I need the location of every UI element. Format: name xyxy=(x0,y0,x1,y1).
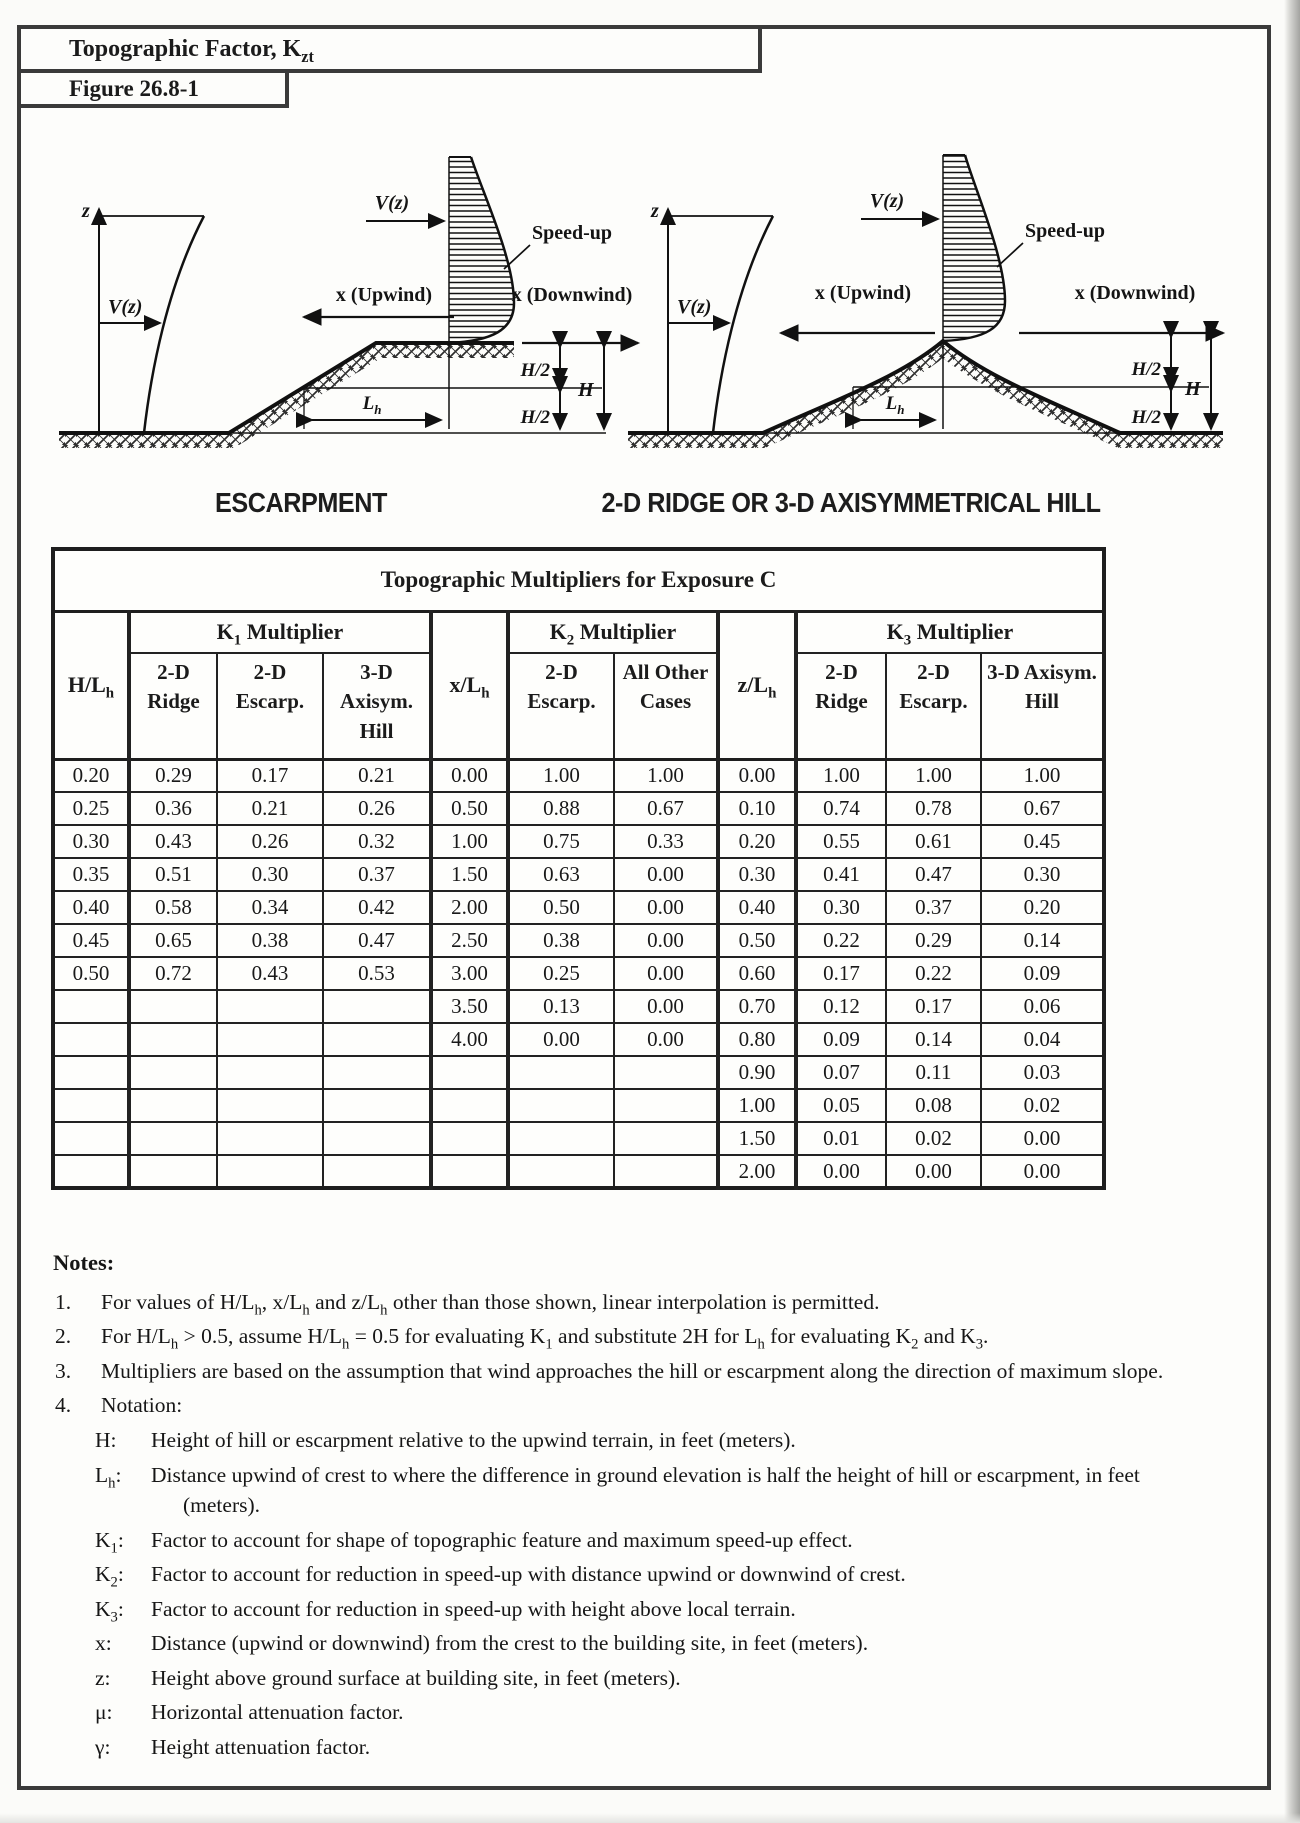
table-cell xyxy=(129,1122,217,1155)
table-cell: 0.38 xyxy=(508,924,614,957)
table-cell xyxy=(323,990,431,1023)
notation-text: Height attenuation factor. xyxy=(151,1734,371,1759)
table-cell: 0.00 xyxy=(614,990,718,1023)
notation-symbol: $L_h$: xyxy=(95,1462,122,1491)
lh-label: $L_h$ xyxy=(362,393,382,417)
table-cell: 0.88 xyxy=(508,792,614,825)
vz-label-upwind: V(z) xyxy=(108,296,143,318)
table-row xyxy=(53,990,1104,1023)
note-item xyxy=(49,1287,1214,1318)
table-row xyxy=(53,1089,1104,1122)
table-cell xyxy=(53,1056,129,1089)
table-cell: 0.03 xyxy=(981,1056,1104,1089)
table-cell: 0.22 xyxy=(886,957,981,990)
notation-symbol: μ: xyxy=(95,1700,113,1725)
table-cell xyxy=(217,1089,323,1122)
table-cell: 2.00 xyxy=(718,1155,796,1188)
table-cell: 0.21 xyxy=(323,759,431,792)
table-cell: 0.20 xyxy=(981,891,1104,924)
notation-text: Factor to account for reduction in speed-up with distance upwind or downwind of crest. xyxy=(151,1562,906,1587)
table-cell: 0.34 xyxy=(217,891,323,924)
multiplier-table-container xyxy=(51,547,1106,1190)
table-cell xyxy=(217,1023,323,1056)
notation-item xyxy=(49,1425,1214,1456)
table-cell: 0.33 xyxy=(614,825,718,858)
table-cell xyxy=(53,1122,129,1155)
notation-text: Height above ground surface at building site, in feet (meters). xyxy=(151,1665,681,1690)
table-row xyxy=(53,759,1104,792)
notation-symbol: z: xyxy=(95,1665,111,1690)
table-cell: 0.10 xyxy=(718,792,796,825)
table-cell: 1.00 xyxy=(718,1089,796,1122)
column-header-k1-hill: 3-D Axisym. Hill xyxy=(323,653,431,759)
table-cell xyxy=(431,1089,508,1122)
notation-item xyxy=(49,1628,1214,1659)
table-cell: 0.00 xyxy=(796,1155,886,1188)
table-cell xyxy=(323,1023,431,1056)
table-cell: 0.09 xyxy=(981,957,1104,990)
column-header-z-lh: $z/L_h$ xyxy=(718,611,796,759)
table-row xyxy=(53,792,1104,825)
table-cell: 0.38 xyxy=(217,924,323,957)
table-cell: 0.90 xyxy=(718,1056,796,1089)
table-cell xyxy=(614,1056,718,1089)
table-cell: 0.02 xyxy=(886,1122,981,1155)
table-cell: 0.30 xyxy=(718,858,796,891)
group-header-k1: $K_1$ Multiplier xyxy=(129,611,431,653)
h-half-upper-label: H/2 xyxy=(520,360,550,381)
table-cell xyxy=(129,1089,217,1122)
table-cell: 0.00 xyxy=(614,924,718,957)
table-cell: 0.60 xyxy=(718,957,796,990)
h-label: H xyxy=(578,379,594,401)
note-text: Notation: xyxy=(101,1393,183,1418)
table-cell: 0.61 xyxy=(886,825,981,858)
table-cell: 3.50 xyxy=(431,990,508,1023)
table-cell: 0.21 xyxy=(217,792,323,825)
notation-item xyxy=(49,1594,1214,1625)
notation-item xyxy=(49,1732,1214,1763)
notation-text: Factor to account for reduction in speed-up with height above local terrain. xyxy=(151,1596,796,1621)
table-cell xyxy=(217,990,323,1023)
table-cell xyxy=(217,1155,323,1188)
x-upwind-label: x (Upwind) xyxy=(814,282,912,304)
table-cell: 1.00 xyxy=(796,759,886,792)
table-cell: 0.29 xyxy=(886,924,981,957)
table-group-header-row xyxy=(53,611,1104,653)
table-cell: 0.30 xyxy=(53,825,129,858)
page-scan-edge xyxy=(1284,0,1300,1823)
notes-heading: Notes: xyxy=(53,1250,115,1275)
table-cell: 0.53 xyxy=(323,957,431,990)
table-cell: 0.00 xyxy=(981,1122,1104,1155)
table-cell: 0.51 xyxy=(129,858,217,891)
table-cell: 0.12 xyxy=(796,990,886,1023)
column-header-k1-escarp: 2-D Escarp. xyxy=(217,653,323,759)
lh-label: $L_h$ xyxy=(885,393,905,417)
table-row xyxy=(53,1155,1104,1188)
x-downwind-label: x (Downwind) xyxy=(511,284,633,306)
table-cell: 0.00 xyxy=(508,1023,614,1056)
notation-symbol: γ: xyxy=(95,1734,111,1759)
figure-title: Topographic Factor, $K_{zt}$ xyxy=(69,35,314,66)
topographic-multiplier-table xyxy=(51,547,1106,1190)
table-cell: 3.00 xyxy=(431,957,508,990)
table-cell xyxy=(431,1122,508,1155)
table-cell xyxy=(508,1122,614,1155)
vz-label-crest: V(z) xyxy=(374,192,410,214)
table-row xyxy=(53,825,1104,858)
table-cell: 0.45 xyxy=(981,825,1104,858)
table-cell: 0.17 xyxy=(886,990,981,1023)
table-cell: 0.45 xyxy=(53,924,129,957)
table-cell: 0.01 xyxy=(796,1122,886,1155)
table-cell: 0.26 xyxy=(217,825,323,858)
table-cell: 0.09 xyxy=(796,1023,886,1056)
figure-frame xyxy=(17,25,1271,1790)
table-cell: 0.30 xyxy=(217,858,323,891)
table-cell: 4.00 xyxy=(431,1023,508,1056)
table-cell xyxy=(508,1056,614,1089)
table-cell: 0.30 xyxy=(981,858,1104,891)
table-cell: 0.70 xyxy=(718,990,796,1023)
table-cell: 0.20 xyxy=(53,759,129,792)
table-row xyxy=(53,1056,1104,1089)
vz-label-crest: V(z) xyxy=(869,190,905,212)
table-cell: 0.65 xyxy=(129,924,217,957)
table-cell xyxy=(508,1089,614,1122)
table-cell: 0.40 xyxy=(718,891,796,924)
column-header-x-lh: $x/L_h$ xyxy=(431,611,508,759)
notation-symbol: H: xyxy=(95,1428,117,1452)
notation-item xyxy=(49,1559,1214,1590)
table-cell: 0.63 xyxy=(508,858,614,891)
table-cell: 0.75 xyxy=(508,825,614,858)
note-item xyxy=(49,1390,1214,1421)
notation-item xyxy=(49,1663,1214,1694)
table-cell: 0.00 xyxy=(614,1023,718,1056)
table-cell: 0.78 xyxy=(886,792,981,825)
table-cell: 2.50 xyxy=(431,924,508,957)
table-cell xyxy=(217,1122,323,1155)
table-cell: 1.00 xyxy=(508,759,614,792)
column-header-k3-hill: 3-D Axisym. Hill xyxy=(981,653,1104,759)
table-cell: 0.35 xyxy=(53,858,129,891)
table-cell xyxy=(53,1023,129,1056)
group-header-k3: $K_3$ Multiplier xyxy=(796,611,1104,653)
notes-section xyxy=(49,1247,1214,1766)
speedup-label: Speed-up xyxy=(1025,220,1106,242)
table-row xyxy=(53,1023,1104,1056)
table-cell: 0.37 xyxy=(886,891,981,924)
speedup-label: Speed-up xyxy=(532,222,613,244)
ridge-hill-caption: 2-D RIDGE OR 3-D AXISYMMETRICAL HILL xyxy=(601,487,1101,518)
table-cell xyxy=(323,1056,431,1089)
table-cell xyxy=(431,1155,508,1188)
notation-text: Factor to account for shape of topographic feature and maximum speed-up effect. xyxy=(151,1527,853,1552)
table-cell: 1.50 xyxy=(718,1122,796,1155)
table-cell: 0.00 xyxy=(718,759,796,792)
table-cell: 0.17 xyxy=(796,957,886,990)
table-cell xyxy=(129,1056,217,1089)
x-downwind-label: x (Downwind) xyxy=(1074,282,1196,304)
table-cell: 0.06 xyxy=(981,990,1104,1023)
table-cell xyxy=(614,1089,718,1122)
table-cell: 0.00 xyxy=(614,891,718,924)
figure-title-box xyxy=(21,29,762,73)
escarpment-diagram xyxy=(49,137,649,467)
notation-text: Height of hill or escarpment relative to the upwind terrain, in feet (meters). xyxy=(151,1428,796,1452)
multiplier-table-body xyxy=(53,759,1104,1188)
table-cell: 0.00 xyxy=(614,957,718,990)
notation-item xyxy=(49,1460,1214,1521)
notation-list xyxy=(49,1425,1214,1762)
z-axis-label: z xyxy=(651,200,659,222)
table-cell: 0.02 xyxy=(981,1089,1104,1122)
column-header-h-lh: $H/L_h$ xyxy=(53,611,129,759)
notation-symbol: $K_1$: xyxy=(95,1527,124,1556)
h-half-lower-label: H/2 xyxy=(1131,407,1161,428)
table-cell: 0.04 xyxy=(981,1023,1104,1056)
table-column-header-row xyxy=(53,653,1104,759)
upwind-velocity-profile xyxy=(713,216,773,433)
group-header-k2: $K_2$ Multiplier xyxy=(508,611,718,653)
table-cell xyxy=(323,1155,431,1188)
table-cell: 0.29 xyxy=(129,759,217,792)
x-upwind-label: x (Upwind) xyxy=(335,284,433,306)
upwind-velocity-profile xyxy=(144,216,204,433)
note-number: 4. xyxy=(55,1393,72,1418)
table-cell: 0.00 xyxy=(981,1155,1104,1188)
table-cell xyxy=(614,1155,718,1188)
note-text: Multipliers are based on the assumption that wind approaches the hill or escarpment along the direction of maximum slope. xyxy=(101,1358,1164,1383)
table-cell: 0.37 xyxy=(323,858,431,891)
table-cell: 0.67 xyxy=(981,792,1104,825)
table-cell: 0.42 xyxy=(323,891,431,924)
figure-number: Figure 26.8-1 xyxy=(69,75,199,101)
table-cell: 0.40 xyxy=(53,891,129,924)
figure-number-box xyxy=(21,73,289,108)
table-cell: 0.41 xyxy=(796,858,886,891)
table-cell: 1.00 xyxy=(981,759,1104,792)
table-cell xyxy=(323,1089,431,1122)
table-cell: 0.47 xyxy=(886,858,981,891)
table-cell: 0.25 xyxy=(53,792,129,825)
table-cell: 0.50 xyxy=(718,924,796,957)
table-cell xyxy=(53,1089,129,1122)
table-cell xyxy=(217,1056,323,1089)
notation-symbol: $K_2$: xyxy=(95,1562,124,1591)
table-row xyxy=(53,957,1104,990)
table-cell: 0.55 xyxy=(796,825,886,858)
notation-item xyxy=(49,1525,1214,1556)
table-row xyxy=(53,891,1104,924)
note-item xyxy=(49,1321,1214,1352)
table-row xyxy=(53,858,1104,891)
table-title: Topographic Multipliers for Exposure C xyxy=(53,549,1104,611)
note-text: For values of $H/L_h$, $x/L_h$ and $z/L_h$ other than those shown, linear interpolation is permitted. xyxy=(101,1289,880,1319)
table-cell: 0.26 xyxy=(323,792,431,825)
h-half-lower-label: H/2 xyxy=(520,407,550,428)
table-row xyxy=(53,1122,1104,1155)
table-cell: 0.43 xyxy=(217,957,323,990)
table-cell: 0.80 xyxy=(718,1023,796,1056)
table-cell xyxy=(129,1023,217,1056)
table-cell: 0.00 xyxy=(614,858,718,891)
table-cell: 0.25 xyxy=(508,957,614,990)
table-cell: 0.22 xyxy=(796,924,886,957)
table-cell: 0.00 xyxy=(431,759,508,792)
table-cell: 0.05 xyxy=(796,1089,886,1122)
table-cell: 0.58 xyxy=(129,891,217,924)
table-cell: 0.72 xyxy=(129,957,217,990)
column-header-k3-escarp: 2-D Escarp. xyxy=(886,653,981,759)
table-cell xyxy=(614,1122,718,1155)
table-cell: 0.30 xyxy=(796,891,886,924)
page-scan-edge-bottom xyxy=(0,1813,1300,1823)
table-cell: 0.14 xyxy=(886,1023,981,1056)
note-number: 1. xyxy=(55,1289,72,1314)
table-cell: 0.20 xyxy=(718,825,796,858)
table-cell: 0.50 xyxy=(431,792,508,825)
column-header-k1-ridge: 2-D Ridge xyxy=(129,653,217,759)
escarpment-caption: ESCARPMENT xyxy=(215,487,387,518)
table-cell: 1.00 xyxy=(431,825,508,858)
table-cell xyxy=(53,1155,129,1188)
table-cell: 0.07 xyxy=(796,1056,886,1089)
ridge-hill-diagram xyxy=(613,137,1253,467)
table-row xyxy=(53,924,1104,957)
table-cell: 0.43 xyxy=(129,825,217,858)
table-cell: 0.00 xyxy=(886,1155,981,1188)
column-header-k2-escarp: 2-D Escarp. xyxy=(508,653,614,759)
table-cell xyxy=(53,990,129,1023)
table-cell xyxy=(431,1056,508,1089)
table-cell: 0.32 xyxy=(323,825,431,858)
table-title-row xyxy=(53,549,1104,611)
h-label: H xyxy=(1185,378,1201,400)
table-cell: 0.14 xyxy=(981,924,1104,957)
table-cell: 0.08 xyxy=(886,1089,981,1122)
table-cell: 1.50 xyxy=(431,858,508,891)
table-cell: 1.00 xyxy=(614,759,718,792)
note-item xyxy=(49,1356,1214,1387)
note-number: 2. xyxy=(55,1324,72,1349)
column-header-k3-ridge: 2-D Ridge xyxy=(796,653,886,759)
table-cell: 0.50 xyxy=(508,891,614,924)
table-cell: 0.11 xyxy=(886,1056,981,1089)
table-cell: 0.74 xyxy=(796,792,886,825)
z-axis-label: z xyxy=(82,200,90,222)
note-number: 3. xyxy=(55,1358,72,1383)
table-cell: 0.13 xyxy=(508,990,614,1023)
notation-text: Distance (upwind or downwind) from the crest to the building site, in feet (meters). xyxy=(151,1631,869,1656)
table-cell: 2.00 xyxy=(431,891,508,924)
table-cell xyxy=(323,1122,431,1155)
table-cell xyxy=(129,1155,217,1188)
notation-symbol: x: xyxy=(95,1631,112,1656)
note-text: For $H/L_h > 0.5$, assume $H/L_h = 0.5$ for evaluating $K_1$ and substitute 2H for $L_h$ for evaluating $K_2$ and $K_3$. xyxy=(101,1324,989,1353)
notes-list xyxy=(49,1287,1214,1421)
table-cell xyxy=(129,990,217,1023)
h-half-upper-label: H/2 xyxy=(1131,359,1161,380)
table-cell: 0.36 xyxy=(129,792,217,825)
table-cell: 0.67 xyxy=(614,792,718,825)
table-cell xyxy=(508,1155,614,1188)
table-cell: 0.47 xyxy=(323,924,431,957)
notation-text: Horizontal attenuation factor. xyxy=(151,1700,404,1725)
table-cell: 1.00 xyxy=(886,759,981,792)
notation-item xyxy=(49,1697,1214,1728)
vz-label-upwind: V(z) xyxy=(677,296,712,318)
table-cell: 0.50 xyxy=(53,957,129,990)
notation-symbol: $K_3$: xyxy=(95,1596,124,1625)
table-cell: 0.17 xyxy=(217,759,323,792)
column-header-k2-other: All Other Cases xyxy=(614,653,718,759)
notation-text: Distance upwind of crest to where the difference in ground elevation is half the height of hill or escarpment, in feet (meters). xyxy=(151,1462,1140,1518)
